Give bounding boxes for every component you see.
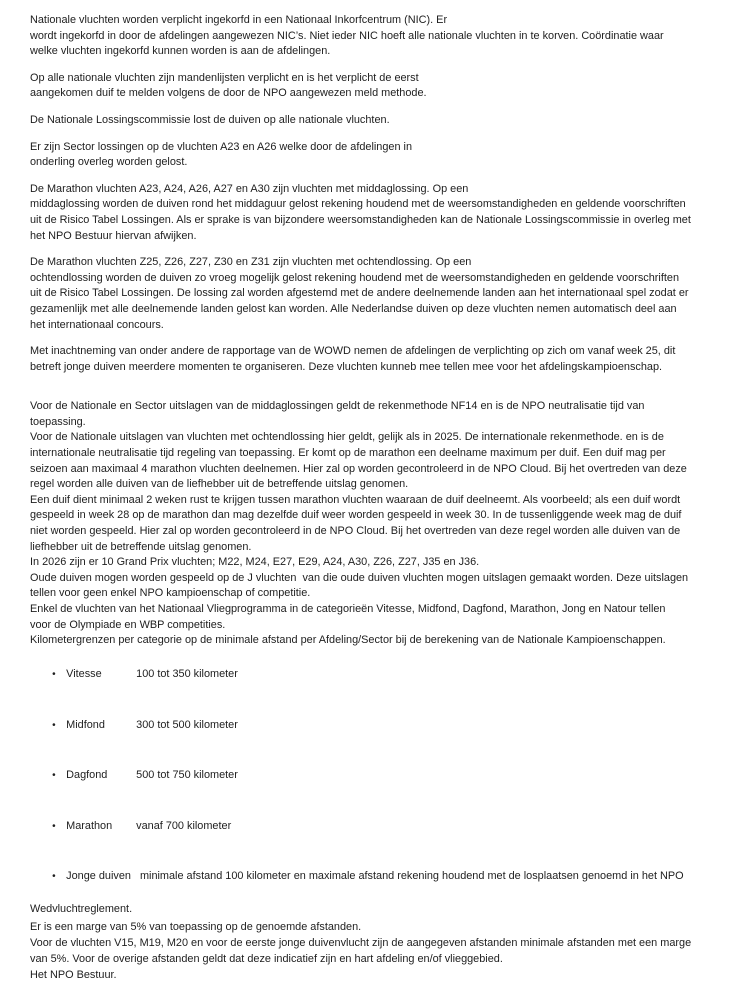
bullet-item-midfond	[30, 700, 732, 751]
text-line: voor de Olympiade en WBP competities.	[30, 618, 226, 631]
text-line: niet worden gespeeld. Hier zal op worden gecontroleerd in de NPO Cloud. Bij het overtreden van deze regel worden alle duiven van de	[30, 525, 681, 538]
bullet-category: Vitesse	[66, 668, 102, 681]
text-line: uit de Risico Tabel Lossingen. De lossing zal worden afgestemd met de andere deelnemende landen aan het internationaal spel zodat er	[30, 287, 689, 300]
bullet-category: Jonge duiven	[66, 870, 131, 883]
paragraph-lossingscommissie	[30, 113, 732, 129]
text-line: wordt ingekorfd in door de afdelingen aangewezen NIC’s. Niet ieder NIC hoeft alle nationale vluchten in te korven. Coördinatie waar	[30, 29, 664, 42]
text-line: het NPO Bestuur hiervan afwijken.	[30, 229, 197, 242]
text-line: seizoen aan maximaal 4 marathon vluchten deelnemen. Hier zal op worden gecontroleerd in de NPO Cloud. Bij het overtreden van deze	[30, 462, 687, 475]
bullet-distance: 100 tot 350 kilometer	[136, 668, 238, 681]
text-line: Er is een marge van 5% van toepassing op de genoemde afstanden.	[30, 920, 362, 933]
bullet-distance: vanaf 700 kilometer	[136, 819, 232, 832]
text-line: aangekomen duif te melden volgens de door de NPO aangewezen meld methode.	[30, 87, 427, 100]
text-line: gezamenlijk met alle deelnemende landen gelost kan worden. Alle Nederlandse duiven op deze vluchten nemen automatisch deel aan	[30, 302, 677, 315]
bullet-distance: 300 tot 500 kilometer	[136, 718, 238, 731]
text-line: In 2026 zijn er 10 Grand Prix vluchten; M22, M24, E27, E29, A24, A30, Z26, Z27, J35 en J36.	[30, 556, 480, 569]
text-line: Met inachtneming van onder andere de rapportage van de WOWD nemen de afdelingen de verplichting op zich om vanaf week 25, dit	[30, 345, 676, 358]
bullet-category: Dagfond	[66, 769, 108, 782]
paragraph-mandenlijsten	[30, 71, 732, 102]
paragraph-sector-lossingen	[30, 140, 732, 171]
paragraph-nic-inkorven	[30, 13, 732, 60]
text-line: onderling overleg worden gelost.	[30, 156, 188, 169]
bullet-icon: •	[52, 719, 56, 731]
bullet-item-jonge-duiven	[30, 852, 732, 903]
text-line: internationale neutralisatie tijd regeling van toepassing. Er komt op de marathon een deelname maximum per duif. Een duif mag per	[30, 447, 666, 460]
paragraph-uitslagen-regels	[30, 399, 732, 649]
text-line: Voor de Nationale en Sector uitslagen van de middaglossingen geldt de rekenmethode NF14 en is de NPO neutralisatie tijd van	[30, 400, 645, 413]
paragraph-wowd-jonge-duiven	[30, 344, 732, 375]
bullet-continuation-line: Wedvluchtreglement.	[30, 903, 133, 916]
text-line: regel worden alle duiven van de liefhebber uit de betreffende uitslag genomen.	[30, 478, 409, 491]
text-line: Nationale vluchten worden verplicht ingekorfd in een Nationaal Inkorfcentrum (NIC). Er	[30, 14, 448, 26]
text-line: Voor de Nationale uitslagen van vluchten met ochtendlossing hier geldt, gelijk als in 2025. De internationale rekenmethode. en is de	[30, 431, 664, 444]
text-line: van 5%. Voor de overige afstanden geldt dat deze indicatief zijn en hart afdeling en/of vlieggebied.	[30, 952, 503, 965]
text-line: Kilometergrenzen per categorie op de minimale afstand per Afdeling/Sector bij de berekening van de Nationale Kampioenschappen.	[30, 634, 666, 647]
kilometergrenzen-list	[30, 650, 732, 918]
text-line: uit de Risico Tabel Lossingen. Als er sprake is van bijzondere weersomstandigheden kan de Nationale Lossingscommissie in overleg met	[30, 213, 691, 226]
bullet-icon: •	[52, 770, 56, 782]
bullet-item-vitesse	[30, 650, 732, 701]
text-line: Voor de vluchten V15, M19, M20 en voor de eerste jonge duivenvlucht zijn de aangegeven afstanden minimale afstanden met een marge	[30, 936, 692, 949]
text-line: De Marathon vluchten Z25, Z26, Z27, Z30 en Z31 zijn vluchten met ochtendlossing. Op een	[30, 256, 472, 269]
bullet-distance: minimale afstand 100 kilometer en maximale afstand rekening houdend met de losplaatsen genoemd in het NPO	[139, 870, 684, 883]
text-line: ochtendlossing worden de duiven zo vroeg mogelijk gelost rekening houdend met de weersomstandigheden en geldende voorschriften	[30, 271, 680, 284]
bullet-icon: •	[52, 871, 56, 883]
bullet-icon: •	[52, 820, 56, 832]
text-line: welke vluchten ingekorfd kunnen worden is aan de afdelingen.	[30, 45, 331, 58]
text-line: Op alle nationale vluchten zijn mandenlijsten verplicht en is het verplicht de eerst	[30, 71, 419, 84]
bullet-icon: •	[52, 669, 56, 681]
bullet-item-marathon	[30, 801, 732, 852]
text-line: Oude duiven mogen worden gespeeld op de J vluchten van die oude duiven vluchten mogen uitslagen gemaakt worden. Deze uitslagen	[30, 571, 689, 584]
text-line: tellen voor geen enkel NPO kampioenschap of competitie.	[30, 587, 311, 600]
bullet-item-dagfond	[30, 751, 732, 802]
text-line: het internationaal concours.	[30, 318, 164, 331]
text-line: middaglossing worden de duiven rond het middaguur gelost rekening houdend met de weersomstandigheden en geldende voorschriften	[30, 198, 686, 211]
text-line: De Marathon vluchten A23, A24, A26, A27 en A30 zijn vluchten met middaglossing. Op een	[30, 182, 469, 195]
text-line: Er zijn Sector lossingen op de vluchten A23 en A26 welke door de afdelingen in	[30, 140, 413, 153]
text-line: betreft jonge duiven meerdere momenten te organiseren. Deze vluchten kunneb mee tellen mee voor het afdelingskampioenschap.	[30, 360, 663, 373]
text-line: toepassing.	[30, 415, 86, 428]
text-line: liefhebber uit de betreffende uitslag genomen.	[30, 540, 252, 553]
text-line: De Nationale Lossingscommissie lost de duiven op alle nationale vluchten.	[30, 113, 390, 126]
bullet-category: Midfond	[66, 718, 105, 731]
text-line: Enkel de vluchten van het Nationaal Vliegprogramma in de categorieën Vitesse, Midfond, Dagfond, Marathon, Jong en Natour tellen	[30, 603, 666, 615]
text-line: Een duif dient minimaal 2 weken rust te krijgen tussen marathon vluchten waaraan de duif deelneemt. Als voorbeeld; als een duif wordt	[30, 493, 681, 506]
paragraph-marathon-middaglossing	[30, 182, 732, 244]
bullet-category: Marathon	[66, 819, 113, 832]
text-line: gespeeld in week 28 op de marathon dan mag dezelfde duif weer worden gespeeld in week 30. In de tussenliggende week mag de duif	[30, 509, 682, 522]
signature-line: Het NPO Bestuur.	[30, 968, 117, 981]
paragraph-marathon-ochtendlossing	[30, 255, 732, 333]
closing-block	[30, 919, 732, 983]
bullet-distance: 500 tot 750 kilometer	[136, 769, 238, 782]
